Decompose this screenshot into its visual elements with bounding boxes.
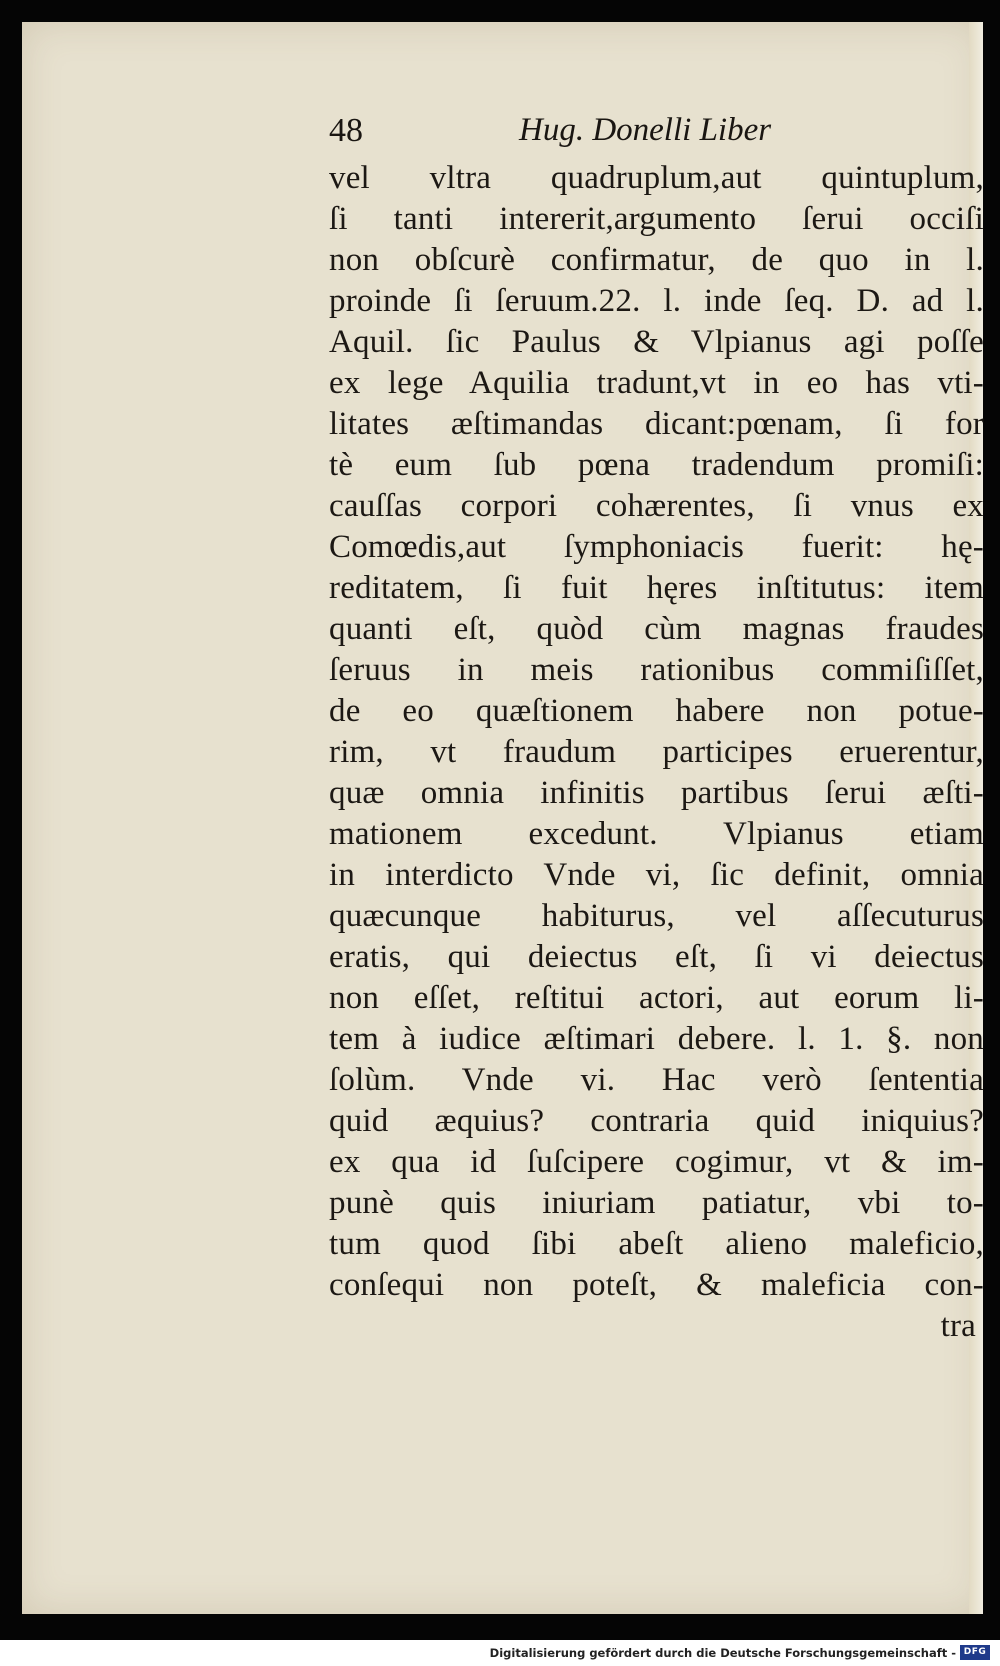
text-line: conſequi non poteſt, & maleficia con- [329,1267,984,1303]
text-line: in interdicto Vnde vi, ſic definit, omnia [329,857,984,893]
running-title: Hug. Donelli Liber [519,112,772,148]
text-line: rim, vt fraudum participes eruerentur, [329,734,984,770]
text-line: ex lege Aquilia tradunt,vt in eo has vti- [329,365,984,401]
text-line: proinde ſi ſeruum.22. l. inde ſeq. D. ad l. [329,283,984,319]
text-line: Comœdis,aut ſymphoniacis fuerit: hę- [329,529,984,565]
funding-notice: Digitalisierung gefördert durch die Deutsche Forschungsgemeinschaft - [489,1646,956,1660]
text-line: tum quod ſibi abeſt alieno maleficio, [329,1226,984,1262]
text-line: quid æquius? contraria quid iniquius? [329,1103,984,1139]
text-line: tem à iudice æſtimari debere. l. 1. §. non [329,1021,984,1057]
book-page [22,22,983,1614]
text-line: ſi tanti intererit,argumento ſerui occiſi [329,201,984,237]
body-text [329,158,984,1347]
text-line: mationem excedunt. Vlpianus etiam [329,816,984,852]
text-line: eratis, qui deiectus eſt, ſi vi deiectus [329,939,984,975]
text-line: ſolùm. Vnde vi. Hac verò ſententia [329,1062,984,1098]
text-line: ſeruus in meis rationibus commiſiſſet, [329,652,984,688]
text-line: quæ omnia infinitis partibus ſerui æſti- [329,775,984,811]
catchword: tra [940,1308,976,1344]
text-line: reditatem, ſi fuit hęres inſtitutus: item [329,570,984,606]
text-line: vel vltra quadruplum,aut quintuplum, [329,160,984,196]
text-line: litates æſtimandas dicant:pœnam, ſi for [329,406,984,442]
digitization-footer [0,1640,1000,1666]
page-number: 48 [329,112,363,149]
text-line: tè eum ſub pœna tradendum promiſi: [329,447,984,483]
dfg-logo: DFG [960,1645,990,1660]
text-line: Aquil. ſic Paulus & Vlpianus agi poſſe [329,324,984,360]
text-line: non eſſet, reſtitui actori, aut eorum li- [329,980,984,1016]
text-line: ex qua id ſuſcipere cogimur, vt & im- [329,1144,984,1180]
running-head [22,112,983,158]
text-line: quanti eſt, quòd cùm magnas fraudes [329,611,984,647]
text-line: non obſcurè confirmatur, de quo in l. [329,242,984,278]
text-line: cauſſas corpori cohærentes, ſi vnus ex [329,488,984,524]
text-line: de eo quæſtionem habere non potue- [329,693,984,729]
text-line: quæcunque habiturus, vel aſſecuturus [329,898,984,934]
text-line: punè quis iniuriam patiatur, vbi to- [329,1185,984,1221]
